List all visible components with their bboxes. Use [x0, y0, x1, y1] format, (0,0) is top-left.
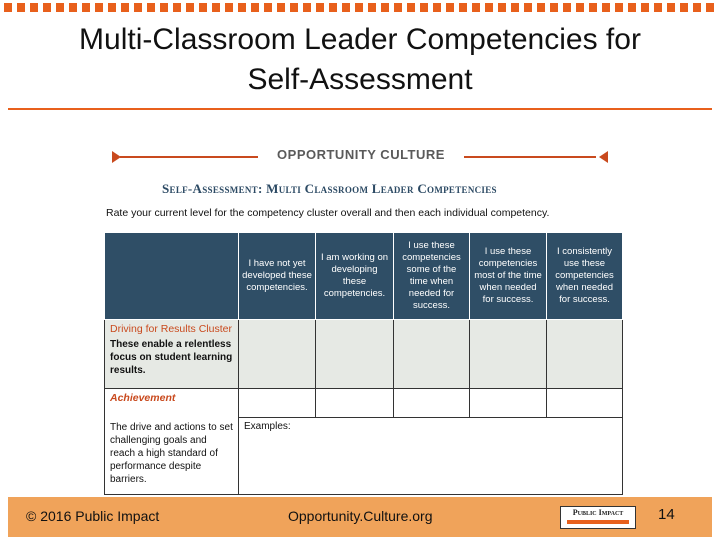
header-cell-level-5: I consistently use these competencies when needed for success.: [547, 233, 623, 320]
slide-title-line-1: Multi-Classroom Leader Competencies for: [79, 23, 641, 56]
title-divider: [8, 108, 712, 110]
public-impact-logo: [560, 506, 636, 529]
table-row-cluster: [105, 320, 623, 389]
slide-title: [0, 20, 720, 100]
copyright-text: © 2016 Public Impact: [26, 508, 160, 524]
logo-text: Public Impact: [572, 508, 624, 517]
competency-title-cell: [105, 389, 239, 418]
header-cell-blank: [105, 233, 239, 320]
page-number: 14: [658, 506, 675, 523]
cluster-label-cell: [105, 320, 239, 389]
header-cell-level-4: I use these competencies most of the time when needed for success.: [470, 233, 547, 320]
cluster-description: These enable a relentless focus on student learning results.: [110, 339, 233, 376]
rating-cell[interactable]: [316, 389, 394, 418]
header-cell-level-3: I use these competencies some of the time when needed for success.: [394, 233, 470, 320]
rating-cell[interactable]: [316, 320, 394, 389]
decorative-top-border: [4, 3, 716, 12]
rating-cell[interactable]: [239, 320, 316, 389]
rating-cell[interactable]: [394, 320, 470, 389]
table-row-competency-detail: [105, 418, 623, 495]
website-link[interactable]: Opportunity.Culture.org: [288, 508, 433, 524]
competency-description: The drive and actions to set challenging goals and reach a high standard of performance despite barriers.: [110, 421, 233, 485]
header-cell-level-1: I have not yet developed these competencies.: [239, 233, 316, 320]
rating-cell[interactable]: [470, 389, 547, 418]
document-heading: Self-Assessment: Multi Classroom Leader Competencies: [162, 181, 497, 196]
table-row-competency: [105, 389, 623, 418]
table-header-row: [105, 233, 623, 320]
competency-title: Achievement: [110, 392, 176, 404]
assessment-table-container: [104, 232, 622, 485]
arrow-left-icon: [599, 151, 608, 163]
banner-rule-left: [120, 156, 258, 158]
rating-cell[interactable]: [239, 389, 316, 418]
slide-title-line-2: Self-Assessment: [247, 63, 473, 96]
logo-bar: [567, 520, 629, 524]
rating-cell[interactable]: [547, 320, 623, 389]
rating-cell[interactable]: [470, 320, 547, 389]
banner-rule-right: [464, 156, 596, 158]
cluster-title: Driving for Results Cluster: [110, 323, 232, 335]
assessment-table: [104, 232, 623, 495]
competency-description-cell: [105, 418, 239, 495]
header-cell-level-2: I am working on developing these competencies.: [316, 233, 394, 320]
document-instructions: Rate your current level for the competency cluster overall and then each individual competency.: [106, 207, 550, 219]
rating-cell[interactable]: [547, 389, 623, 418]
rating-cell[interactable]: [394, 389, 470, 418]
examples-label: Examples:: [244, 421, 291, 432]
document-brand-banner: [112, 146, 608, 168]
slide-footer: [8, 497, 712, 537]
examples-cell[interactable]: [239, 418, 623, 495]
brand-name: OPPORTUNITY CULTURE: [277, 147, 445, 162]
